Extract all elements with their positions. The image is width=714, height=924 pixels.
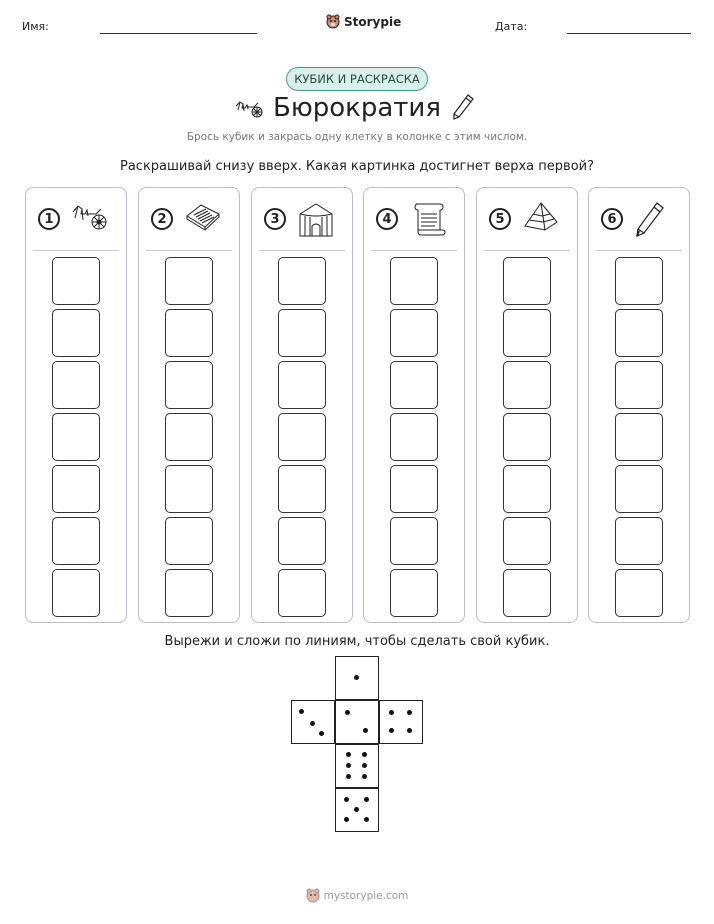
column-number: 4: [376, 208, 398, 230]
die-pip: [310, 721, 315, 726]
die-pip: [354, 807, 359, 812]
die-face-5: [335, 788, 379, 832]
column-number: 6: [601, 208, 623, 230]
column-5: [476, 187, 578, 623]
die-pip: [346, 763, 351, 768]
color-cell[interactable]: [503, 413, 551, 461]
brand-name: Storypie: [344, 15, 402, 29]
color-cell[interactable]: [503, 517, 551, 565]
pyramid-icon: [521, 200, 561, 236]
pencil-icon: [633, 200, 667, 244]
subtitle: Брось кубик и закрась одну клетку в колонке с этим числом.: [186, 131, 528, 143]
die-pip: [299, 709, 304, 714]
die-pip: [407, 728, 412, 733]
color-cell[interactable]: [390, 517, 438, 565]
color-cell[interactable]: [278, 517, 326, 565]
color-cell[interactable]: [615, 413, 663, 461]
color-cell[interactable]: [390, 257, 438, 305]
die-pip: [364, 817, 369, 822]
color-cell[interactable]: [52, 309, 100, 357]
color-cell[interactable]: [615, 569, 663, 617]
color-cell[interactable]: [615, 361, 663, 409]
color-cell[interactable]: [503, 309, 551, 357]
color-cell[interactable]: [52, 413, 100, 461]
storypie-logo: [326, 14, 401, 30]
color-cell[interactable]: [278, 309, 326, 357]
column-4: [363, 187, 465, 623]
color-cell[interactable]: [503, 569, 551, 617]
footer-url[interactable]: mystorypie.com: [323, 890, 409, 902]
column-divider: [259, 250, 345, 251]
die-face-4: [379, 700, 423, 744]
die-pip: [362, 752, 367, 757]
column-divider: [371, 250, 457, 251]
color-cell[interactable]: [278, 413, 326, 461]
die-pip: [344, 817, 349, 822]
color-cell[interactable]: [52, 517, 100, 565]
die-pip: [345, 710, 350, 715]
color-cell[interactable]: [615, 309, 663, 357]
instruction: Раскрашивай снизу вверх. Какая картинка достигнет верха первой?: [119, 159, 594, 174]
die-pip: [363, 728, 368, 733]
die-face-2: [335, 700, 379, 744]
color-cell[interactable]: [615, 257, 663, 305]
bear-icon: [326, 14, 340, 30]
color-cell[interactable]: [165, 257, 213, 305]
column-number: 3: [264, 208, 286, 230]
die-face-3: [291, 700, 335, 744]
color-cell[interactable]: [615, 465, 663, 513]
column-6: [588, 187, 690, 623]
tent-icon: [296, 200, 336, 244]
die-pip: [364, 797, 369, 802]
color-cell[interactable]: [278, 257, 326, 305]
column-divider: [146, 250, 232, 251]
chariot-icon: [70, 200, 110, 236]
die-pip: [346, 774, 351, 779]
category-badge: КУБИК И РАСКРАСКА: [286, 67, 428, 91]
color-cell[interactable]: [390, 361, 438, 409]
footer: [0, 888, 714, 904]
name-line[interactable]: [100, 33, 257, 34]
die-pip: [346, 752, 351, 757]
cut-instruction: Вырежи и сложи по линиям, чтобы сделать свой кубик.: [164, 634, 550, 649]
color-cell[interactable]: [165, 517, 213, 565]
color-cell[interactable]: [278, 569, 326, 617]
color-cell[interactable]: [390, 569, 438, 617]
column-number: 2: [151, 208, 173, 230]
column-number: 1: [38, 208, 60, 230]
color-cell[interactable]: [52, 257, 100, 305]
date-line[interactable]: [567, 33, 691, 34]
column-divider: [596, 250, 682, 251]
column-2: [138, 187, 240, 623]
column-1: [25, 187, 127, 623]
color-cell[interactable]: [165, 309, 213, 357]
die-pip: [389, 710, 394, 715]
die-pip: [319, 731, 324, 736]
color-cell[interactable]: [503, 361, 551, 409]
color-cell[interactable]: [390, 309, 438, 357]
color-cell[interactable]: [52, 465, 100, 513]
color-cell[interactable]: [52, 569, 100, 617]
date-label: Дата:: [495, 20, 528, 33]
color-cell[interactable]: [278, 465, 326, 513]
page-title: Бюрократия: [273, 93, 441, 123]
die-pip: [354, 675, 359, 680]
color-cell[interactable]: [165, 465, 213, 513]
color-cell[interactable]: [615, 517, 663, 565]
die-face-6: [335, 744, 379, 788]
color-cell[interactable]: [390, 465, 438, 513]
color-cell[interactable]: [278, 361, 326, 409]
color-cell[interactable]: [503, 257, 551, 305]
color-cell[interactable]: [165, 361, 213, 409]
clay-tablet-icon: [183, 200, 223, 236]
color-cell[interactable]: [165, 569, 213, 617]
die-pip: [362, 763, 367, 768]
column-3: [251, 187, 353, 623]
column-number: 5: [489, 208, 511, 230]
pencil-icon: [450, 92, 476, 126]
die-pip: [389, 728, 394, 733]
bear-icon: [306, 888, 320, 904]
die-pip: [362, 774, 367, 779]
name-label: Имя:: [22, 20, 49, 33]
column-divider: [33, 250, 119, 251]
color-cell[interactable]: [503, 465, 551, 513]
column-divider: [484, 250, 570, 251]
color-cell[interactable]: [52, 361, 100, 409]
die-pip: [344, 797, 349, 802]
color-cell[interactable]: [165, 413, 213, 461]
color-cell[interactable]: [390, 413, 438, 461]
die-face-1: [335, 656, 379, 700]
die-pip: [407, 710, 412, 715]
scroll-icon: [408, 200, 448, 242]
